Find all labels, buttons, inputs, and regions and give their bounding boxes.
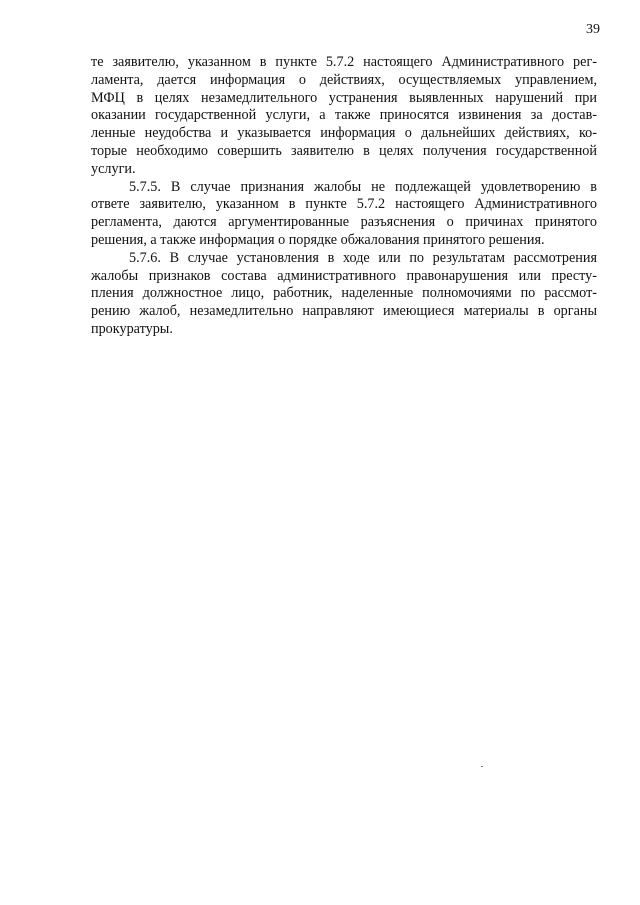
paragraph-5-7-6-line-3: пления должностное лицо, работник, наделенные полномочиями по рассмот-: [91, 285, 597, 302]
paragraph-5-7-6-line-2: жалобы признаков состава административного правонарушения или престу-: [91, 267, 597, 284]
paragraph-5-7-5-line-3: регламента, даются аргументированные разъяснения о причинах принятого: [91, 214, 597, 231]
paragraph-5-7-6-line-5: прокуратуры.: [91, 320, 173, 337]
paragraph-5-7-5-line-4: решения, а также информация о порядке обжалования принятого решения.: [91, 231, 545, 248]
document-body: [91, 54, 597, 339]
paragraph-1-line-4: оказании государственной услуги, а также приносятся извинения за достав-: [91, 107, 597, 124]
paragraph-1-line-5: ленные неудобства и указывается информация о дальнейших действиях, ко-: [91, 125, 597, 142]
paragraph-5-7-5-line-1: 5.7.5. В случае признания жалобы не подлежащей удовлетворению в: [129, 178, 597, 195]
paragraph-5-7-6-line-4: рению жалоб, незамедлительно направляют имеющиеся материалы в органы: [91, 303, 597, 320]
scan-speck: [481, 766, 483, 767]
paragraph-1-line-7: услуги.: [91, 160, 136, 177]
paragraph-1-line-3: МФЦ в целях незамедлительного устранения выявленных нарушений при: [91, 89, 597, 106]
paragraph-1-line-1: те заявителю, указанном в пункте 5.7.2 настоящего Административного рег-: [91, 54, 597, 70]
page-number: 39: [586, 22, 600, 37]
paragraph-1-line-6: торые необходимо совершить заявителю в целях получения государственной: [91, 142, 597, 159]
paragraph-1-line-2: ламента, дается информация о действиях, осуществляемых управлением,: [91, 71, 597, 88]
paragraph-5-7-5-line-2: ответе заявителю, указанном в пункте 5.7.2 настоящего Административного: [91, 196, 597, 213]
paragraph-5-7-6-line-1: 5.7.6. В случае установления в ходе или по результатам рассмотрения: [129, 249, 597, 266]
